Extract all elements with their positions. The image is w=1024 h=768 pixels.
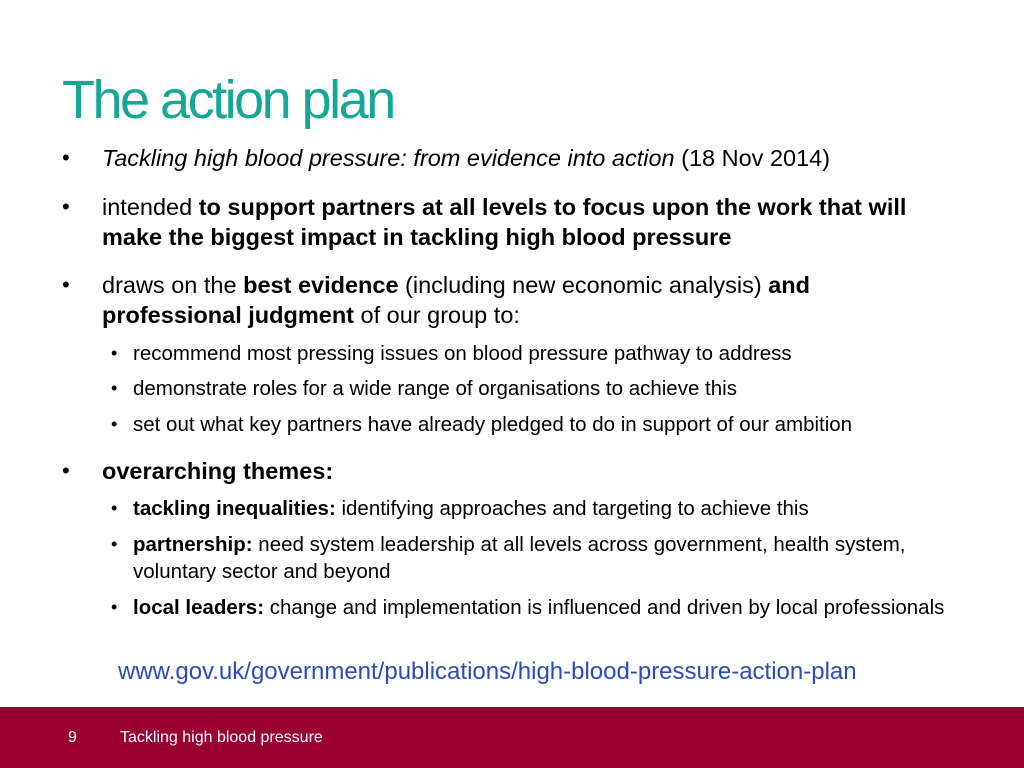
theme-label: tackling inequalities: [133,497,336,520]
theme-text: identifying approaches and targeting to achieve this [335,497,809,520]
sub-bullet: • set out what key partners have already pledged to do in support of our ambition [133,411,993,438]
bullet-themes [102,456,952,486]
publication-title: Tackling high blood pressure: from evidence into action [102,145,675,171]
sub-bullet-theme [133,531,993,585]
bullet-draws-on [102,270,952,330]
bullet-text: (including new economic analysis) [398,272,769,298]
bullet-bold-text: overarching themes: [102,458,334,484]
theme-label: partnership: [133,533,253,556]
theme-text: change and implementation is influenced and driven by local professionals [264,596,945,619]
sub-bullet-theme [133,594,993,621]
theme-text: need system leadership at all levels across government, health system, voluntary sector and beyond [133,533,906,583]
bullet-bold-text: to support partners at all levels to focus upon the work that will make the biggest impact in tackling high blood pressure [102,194,907,250]
bullet-text: of our group to: [354,302,520,328]
page-number: 9 [68,729,77,746]
sub-bullet: • demonstrate roles for a wide range of organisations to achieve this [133,375,993,402]
bullet-text: intended [102,194,199,220]
sub-bullet: • recommend most pressing issues on blood pressure pathway to address [133,340,993,367]
bullet-bold-text: and professional judgment [102,272,810,328]
bullet-publication [102,143,952,173]
slide-title: The action plan [62,70,394,130]
publication-link[interactable]: www.gov.uk/government/publications/high-blood-pressure-action-plan [118,658,857,685]
publication-date: (18 Nov 2014) [674,145,831,171]
theme-label: local leaders: [133,596,265,619]
bullet-bold-text: best evidence [243,272,399,298]
footer-bar [0,707,1024,768]
footer-title: Tackling high blood pressure [120,729,323,746]
bullet-intended [102,192,952,252]
bullet-text: draws on the [102,272,244,298]
sub-bullet-theme [133,495,993,522]
